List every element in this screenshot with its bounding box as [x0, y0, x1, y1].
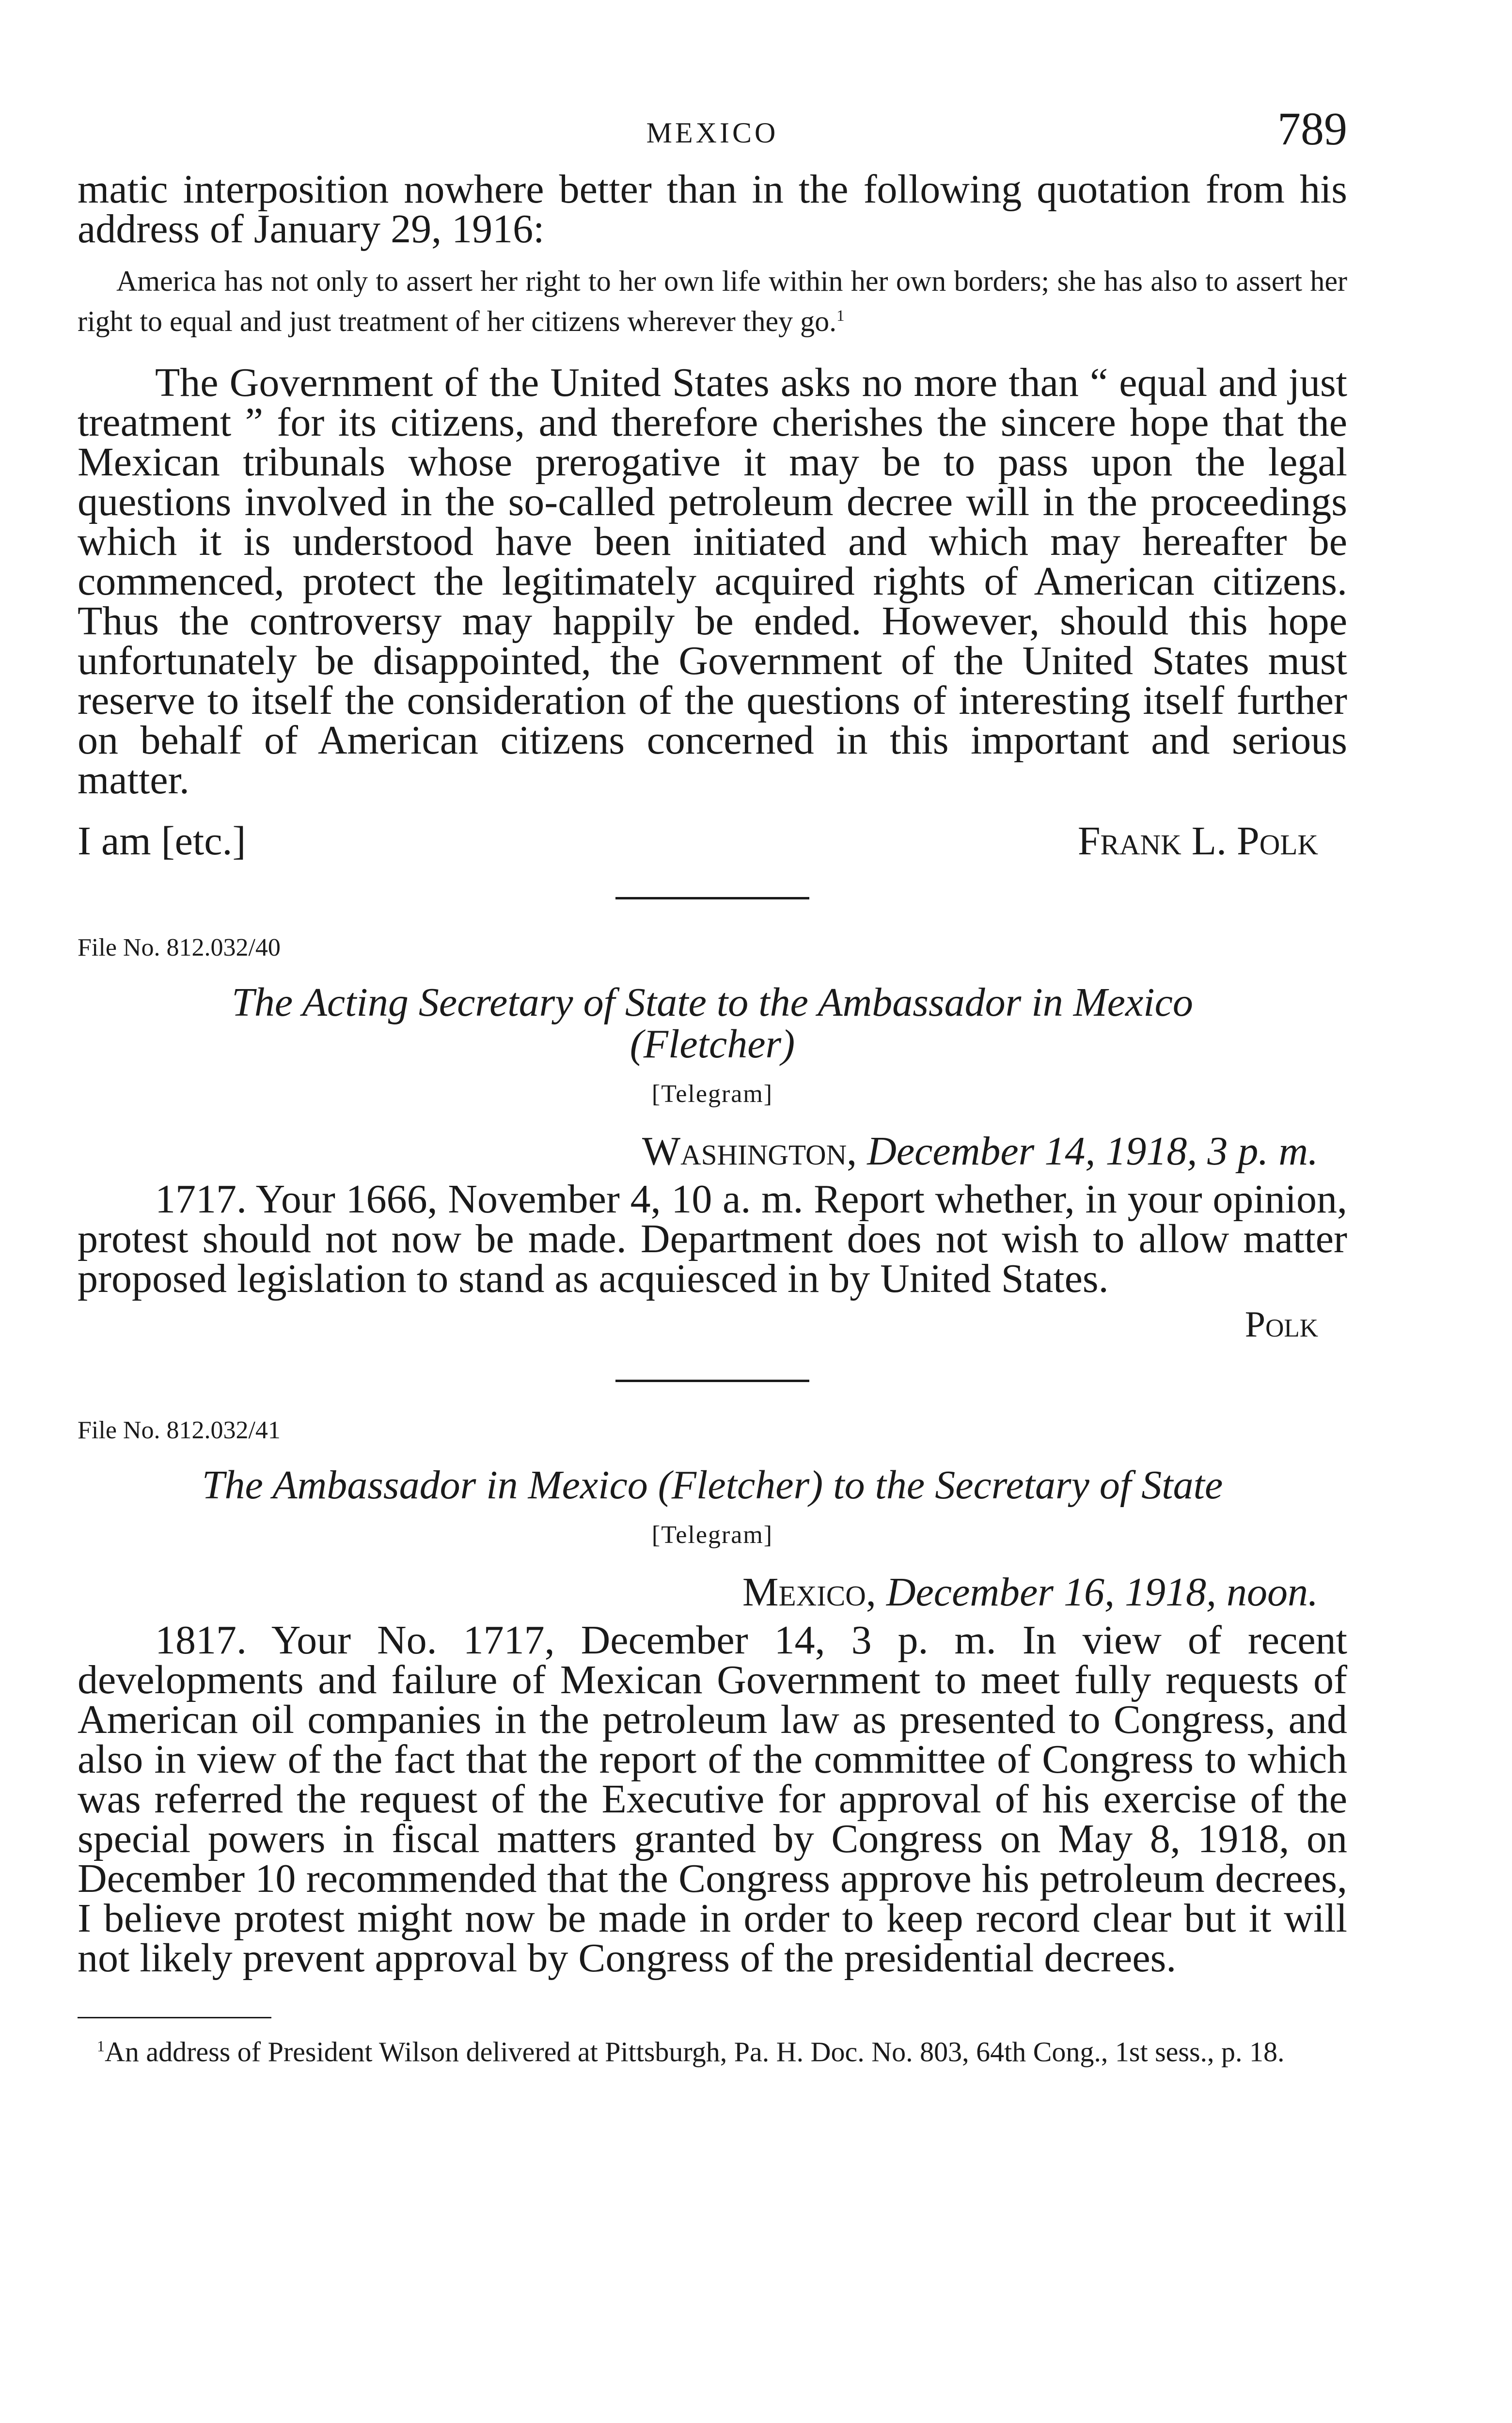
- dateline-date: December 14, 1918, 3 p. m.: [867, 1129, 1318, 1174]
- dateline-date: December 16, 1918, noon.: [886, 1570, 1318, 1615]
- section-divider: [615, 1380, 809, 1382]
- telegram-body: 1717. Your 1666, November 4, 10 a. m. Report whether, in your opinion, protest should not now be made. Department does not wish to allow matter proposed legislation to stand as acquiesced in by United States.: [78, 1177, 1347, 1301]
- paragraph-continued: matic interposition nowhere better than in the following quotation from his address of January 29, 1916:: [78, 167, 1347, 252]
- block-quote: [78, 264, 1347, 339]
- dateline: [78, 1569, 1318, 1616]
- page-number: 789: [1277, 103, 1347, 155]
- paragraph-main: The Government of the United States asks no more than “ equal and just treatment ” for its citizens, and therefore cherishes the sincere hope that the Mexican tribunals whose prerogative it may be to pass upon the legal questions involved in the so-called petroleum decree will in the proceedings which it is understood have been initiated and which may hereafter be commenced, protect the legitimately acquired rights of American citizens. Thus the controversy may happily be ended. However, should this hope unfortunately be disappointed, the Government of the United States must reserve to itself the consideration of the questions of interesting itself further on behalf of American citizens concerned in this important and serious matter.: [78, 360, 1347, 802]
- telegram-label: [Telegram]: [651, 1080, 773, 1108]
- document-title: [78, 982, 1347, 1065]
- quote-text: America has not only to assert her right to her own life within her own borders; she has also to assert her right to equal and just treatment of her citizens wherever they go.: [78, 265, 1347, 337]
- letter-closing: [78, 819, 1347, 863]
- page: [78, 97, 1347, 2070]
- telegram-signature: Polk: [1244, 1304, 1318, 1345]
- file-number: File No. 812.032/41: [78, 1416, 281, 1444]
- section-divider: [615, 897, 809, 899]
- document-title-line: The Acting Secretary of State to the Ambassador in Mexico: [232, 980, 1193, 1025]
- document-title: The Ambassador in Mexico (Fletcher) to the Secretary of State: [202, 1463, 1223, 1508]
- footnote-marker: 1: [97, 2038, 105, 2055]
- document-title-line: (Fletcher): [630, 1022, 795, 1067]
- dateline-place: Washington,: [642, 1129, 857, 1174]
- telegram-body: 1817. Your No. 1717, December 14, 3 p. m. In view of recent developments and failure of Mexican Government to meet fully requests of American oil companies in the petroleum law as presented to Congress, and also in view of the fact that the report of the committee of Congress to which was referred the request of the Executive for approval of his exercise of the special powers in fiscal matters granted by Congress on May 8, 1918, on December 10 recommended that the Congress approve his petroleum decrees, I believe protest might now be made in order to keep record clear but it will not likely prevent approval by Congress of the presidential decrees.: [78, 1618, 1347, 1981]
- document-section: [78, 933, 1347, 1346]
- footnote-text: An address of President Wilson delivered at Pittsburgh, Pa. H. Doc. No. 803, 64th Cong., 1st sess., p. 18.: [104, 2036, 1285, 2068]
- document-section: [78, 1416, 1347, 1981]
- file-number: File No. 812.032/40: [78, 934, 281, 961]
- running-head: MEXICO: [646, 117, 779, 149]
- footnote-reference: 1: [836, 307, 845, 325]
- closing-signature: Frank L. Polk: [1077, 818, 1318, 864]
- page-header: [78, 97, 1347, 170]
- dateline: [78, 1128, 1318, 1175]
- telegram-label: [Telegram]: [651, 1521, 773, 1549]
- footnote: [78, 2028, 1347, 2070]
- dateline-place: Mexico,: [742, 1570, 876, 1615]
- footnote-divider: [78, 2017, 271, 2018]
- closing-salutation: I am [etc.]: [78, 818, 246, 864]
